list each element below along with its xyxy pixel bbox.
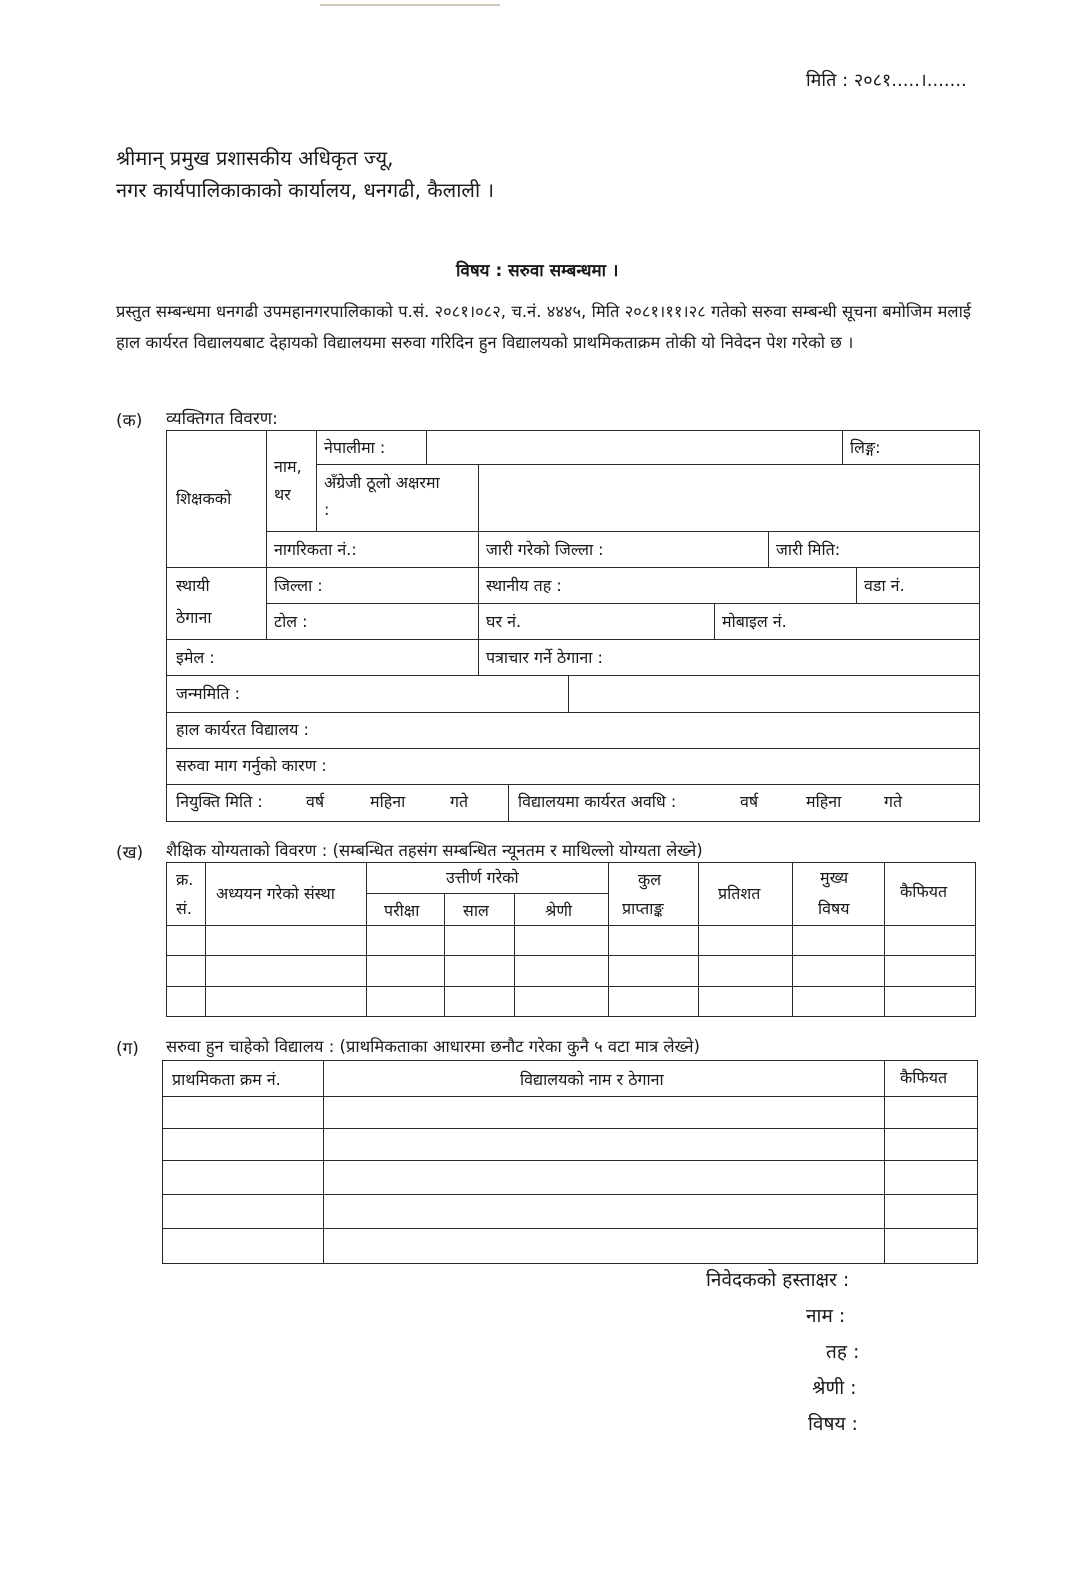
grid-line xyxy=(166,748,980,749)
main-subject-header-2: विषय xyxy=(818,899,850,918)
addressee-line-2: नगर कार्यपालिकाकाको कार्यालय, धनगढी, कैलाली । xyxy=(116,178,495,202)
applicant-signature-label: निवेदकको हस्ताक्षर : xyxy=(706,1269,850,1291)
surname-label: थर xyxy=(274,485,291,504)
permanent-label-1: स्थायी xyxy=(176,576,210,595)
grid-line xyxy=(162,1128,978,1129)
grid-line xyxy=(714,603,715,639)
signature-level-label: तह : xyxy=(826,1341,860,1363)
grid-line xyxy=(856,567,857,603)
transfer-reason-label: सरुवा माग गर्नुको कारण : xyxy=(176,756,327,775)
grid-line xyxy=(162,1096,978,1097)
year-header: साल xyxy=(463,901,489,920)
grid-line xyxy=(426,430,427,464)
grid-line xyxy=(166,955,976,956)
mobile-no-label: मोबाइल नं. xyxy=(722,612,787,631)
section-c-marker: (ग) xyxy=(116,1039,139,1059)
name-nepali-field[interactable] xyxy=(428,434,840,460)
grid-line xyxy=(266,603,980,604)
total-marks-header-2: प्राप्ताङ्क xyxy=(622,899,664,918)
grid-line xyxy=(162,1194,978,1195)
appointment-days: गते xyxy=(450,792,469,811)
in-english-colon: : xyxy=(324,500,330,519)
grid-line xyxy=(366,893,608,894)
section-a-marker: (क) xyxy=(116,411,143,431)
teacher-label: शिक्षकको xyxy=(176,489,232,508)
percentage-header: प्रतिशत xyxy=(718,884,761,903)
tenure-months: महिना xyxy=(806,792,842,811)
appointment-months: महिना xyxy=(370,792,406,811)
grid-line xyxy=(266,430,267,639)
grid-line xyxy=(166,639,980,640)
division-header: श्रेणी xyxy=(545,901,573,920)
grid-line xyxy=(366,862,367,1017)
signature-grade-label: श्रेणी : xyxy=(812,1377,857,1399)
signature-name-label: नाम : xyxy=(806,1305,846,1327)
tole-label: टोल : xyxy=(274,612,308,631)
grid-line xyxy=(608,862,609,1017)
grid-line xyxy=(478,464,479,675)
grid-line xyxy=(166,925,976,926)
grid-line xyxy=(166,986,976,987)
issued-district-label: जारी गरेको जिल्ला : xyxy=(486,540,604,559)
name-english-field[interactable] xyxy=(482,468,976,526)
total-marks-header-1: कुल xyxy=(638,870,662,889)
correspondence-label: पत्राचार गर्ने ठेगाना : xyxy=(486,648,603,667)
tenure-days: गते xyxy=(884,792,903,811)
grid-line xyxy=(166,712,980,713)
gender-label: लिङ्ग: xyxy=(850,438,881,457)
name-label: नाम, xyxy=(274,457,302,476)
grid-line xyxy=(316,464,980,465)
grid-line xyxy=(323,1060,324,1264)
grid-line xyxy=(884,1060,885,1264)
main-subject-header-1: मुख्य xyxy=(820,868,849,887)
grid-line xyxy=(162,1160,978,1161)
remarks-header: कैफियत xyxy=(900,882,948,901)
permanent-label-2: ठेगाना xyxy=(176,608,212,627)
grid-line xyxy=(166,784,980,785)
ward-no-label: वडा नं. xyxy=(864,576,905,595)
grid-line xyxy=(166,675,980,676)
remarks-header-c: कैफियत xyxy=(900,1068,948,1087)
subject-line: विषय : सरुवा सम्बन्धमा । xyxy=(456,261,619,281)
grid-line xyxy=(768,531,769,567)
in-english-label: अँग्रेजी ठूलो अक्षरमा xyxy=(324,473,440,492)
sn-header-1: क्र. xyxy=(176,870,194,889)
appointment-date-label: नियुक्ति मिति : xyxy=(176,792,263,811)
current-school-label: हाल कार्यरत विद्यालय : xyxy=(176,720,309,739)
section-c-title: सरुवा हुन चाहेको विद्यालय : (प्राथमिकताका आधारमा छनौट गरेका कुनै ५ वटा मात्र लेख्ने) xyxy=(166,1037,700,1056)
addressee-line-1: श्रीमान् प्रमुख प्रशासकीय अधिकृत ज्यू, xyxy=(116,146,394,170)
section-a-title: व्यक्तिगत विवरण: xyxy=(166,409,278,429)
section-b-title: शैक्षिक योग्यताको विवरण : (सम्बन्धित तहसंग सम्बन्धित न्यूनतम र माथिल्लो योग्यता लेख्ने) xyxy=(166,841,703,860)
exam-header: परीक्षा xyxy=(384,901,420,920)
grid-line xyxy=(508,784,509,822)
priority-no-header: प्राथमिकता क्रम नं. xyxy=(172,1070,281,1089)
local-level-label: स्थानीय तह : xyxy=(486,576,562,595)
grid-line xyxy=(266,531,980,532)
signature-subject-label: विषय : xyxy=(808,1413,858,1435)
grid-line xyxy=(792,862,793,1017)
preferred-schools-table xyxy=(162,1060,978,1264)
dob-label: जन्ममिति : xyxy=(176,684,240,703)
tenure-label: विद्यालयमा कार्यरत अवधि : xyxy=(518,792,677,811)
grid-line xyxy=(842,430,843,464)
grid-line xyxy=(205,862,206,1017)
passed-header: उत्तीर्ण गरेको xyxy=(446,868,519,887)
body-paragraph: प्रस्तुत सम्बन्धमा धनगढी उपमहानगरपालिकाको प.सं. २०८१।०८२, च.नं. ४४४५, मिति २०८१।११।२८ गतेको सरुवा सम्बन्धी सूचना बमोजिम मलाई हाल कार्यरत विद्यालयबाट देहायको विद्यालयमा सरुवा गरिदिन हुन विद्यालयको प्राथमिकताक्रम तोकी यो निवेदन पेश गरेको छ । xyxy=(116,302,971,352)
grid-line xyxy=(316,430,317,531)
grid-line xyxy=(698,862,699,1017)
grid-line xyxy=(444,893,445,1017)
issued-date-label: जारी मिति: xyxy=(776,540,841,559)
grid-line xyxy=(162,1228,978,1229)
sn-header-2: सं. xyxy=(176,899,192,918)
grid-line xyxy=(514,893,515,1017)
scan-edge-mark xyxy=(320,4,500,6)
grid-line xyxy=(166,567,980,568)
grid-line xyxy=(884,862,885,1017)
date-line: मिति : २०८१.....।....... xyxy=(806,70,967,91)
school-name-address-header: विद्यालयको नाम र ठेगाना xyxy=(520,1070,664,1089)
house-no-label: घर नं. xyxy=(486,612,522,631)
citizenship-no-label: नागरिकता नं.: xyxy=(274,540,357,559)
section-b-marker: (ख) xyxy=(116,843,144,863)
grid-line xyxy=(568,675,569,712)
institution-header: अध्ययन गरेको संस्था xyxy=(216,884,335,903)
tenure-years: वर्ष xyxy=(740,792,759,811)
in-nepali-label: नेपालीमा : xyxy=(324,438,386,457)
district-label: जिल्ला : xyxy=(274,576,323,595)
appointment-years: वर्ष xyxy=(306,792,325,811)
email-label: इमेल : xyxy=(176,648,215,667)
